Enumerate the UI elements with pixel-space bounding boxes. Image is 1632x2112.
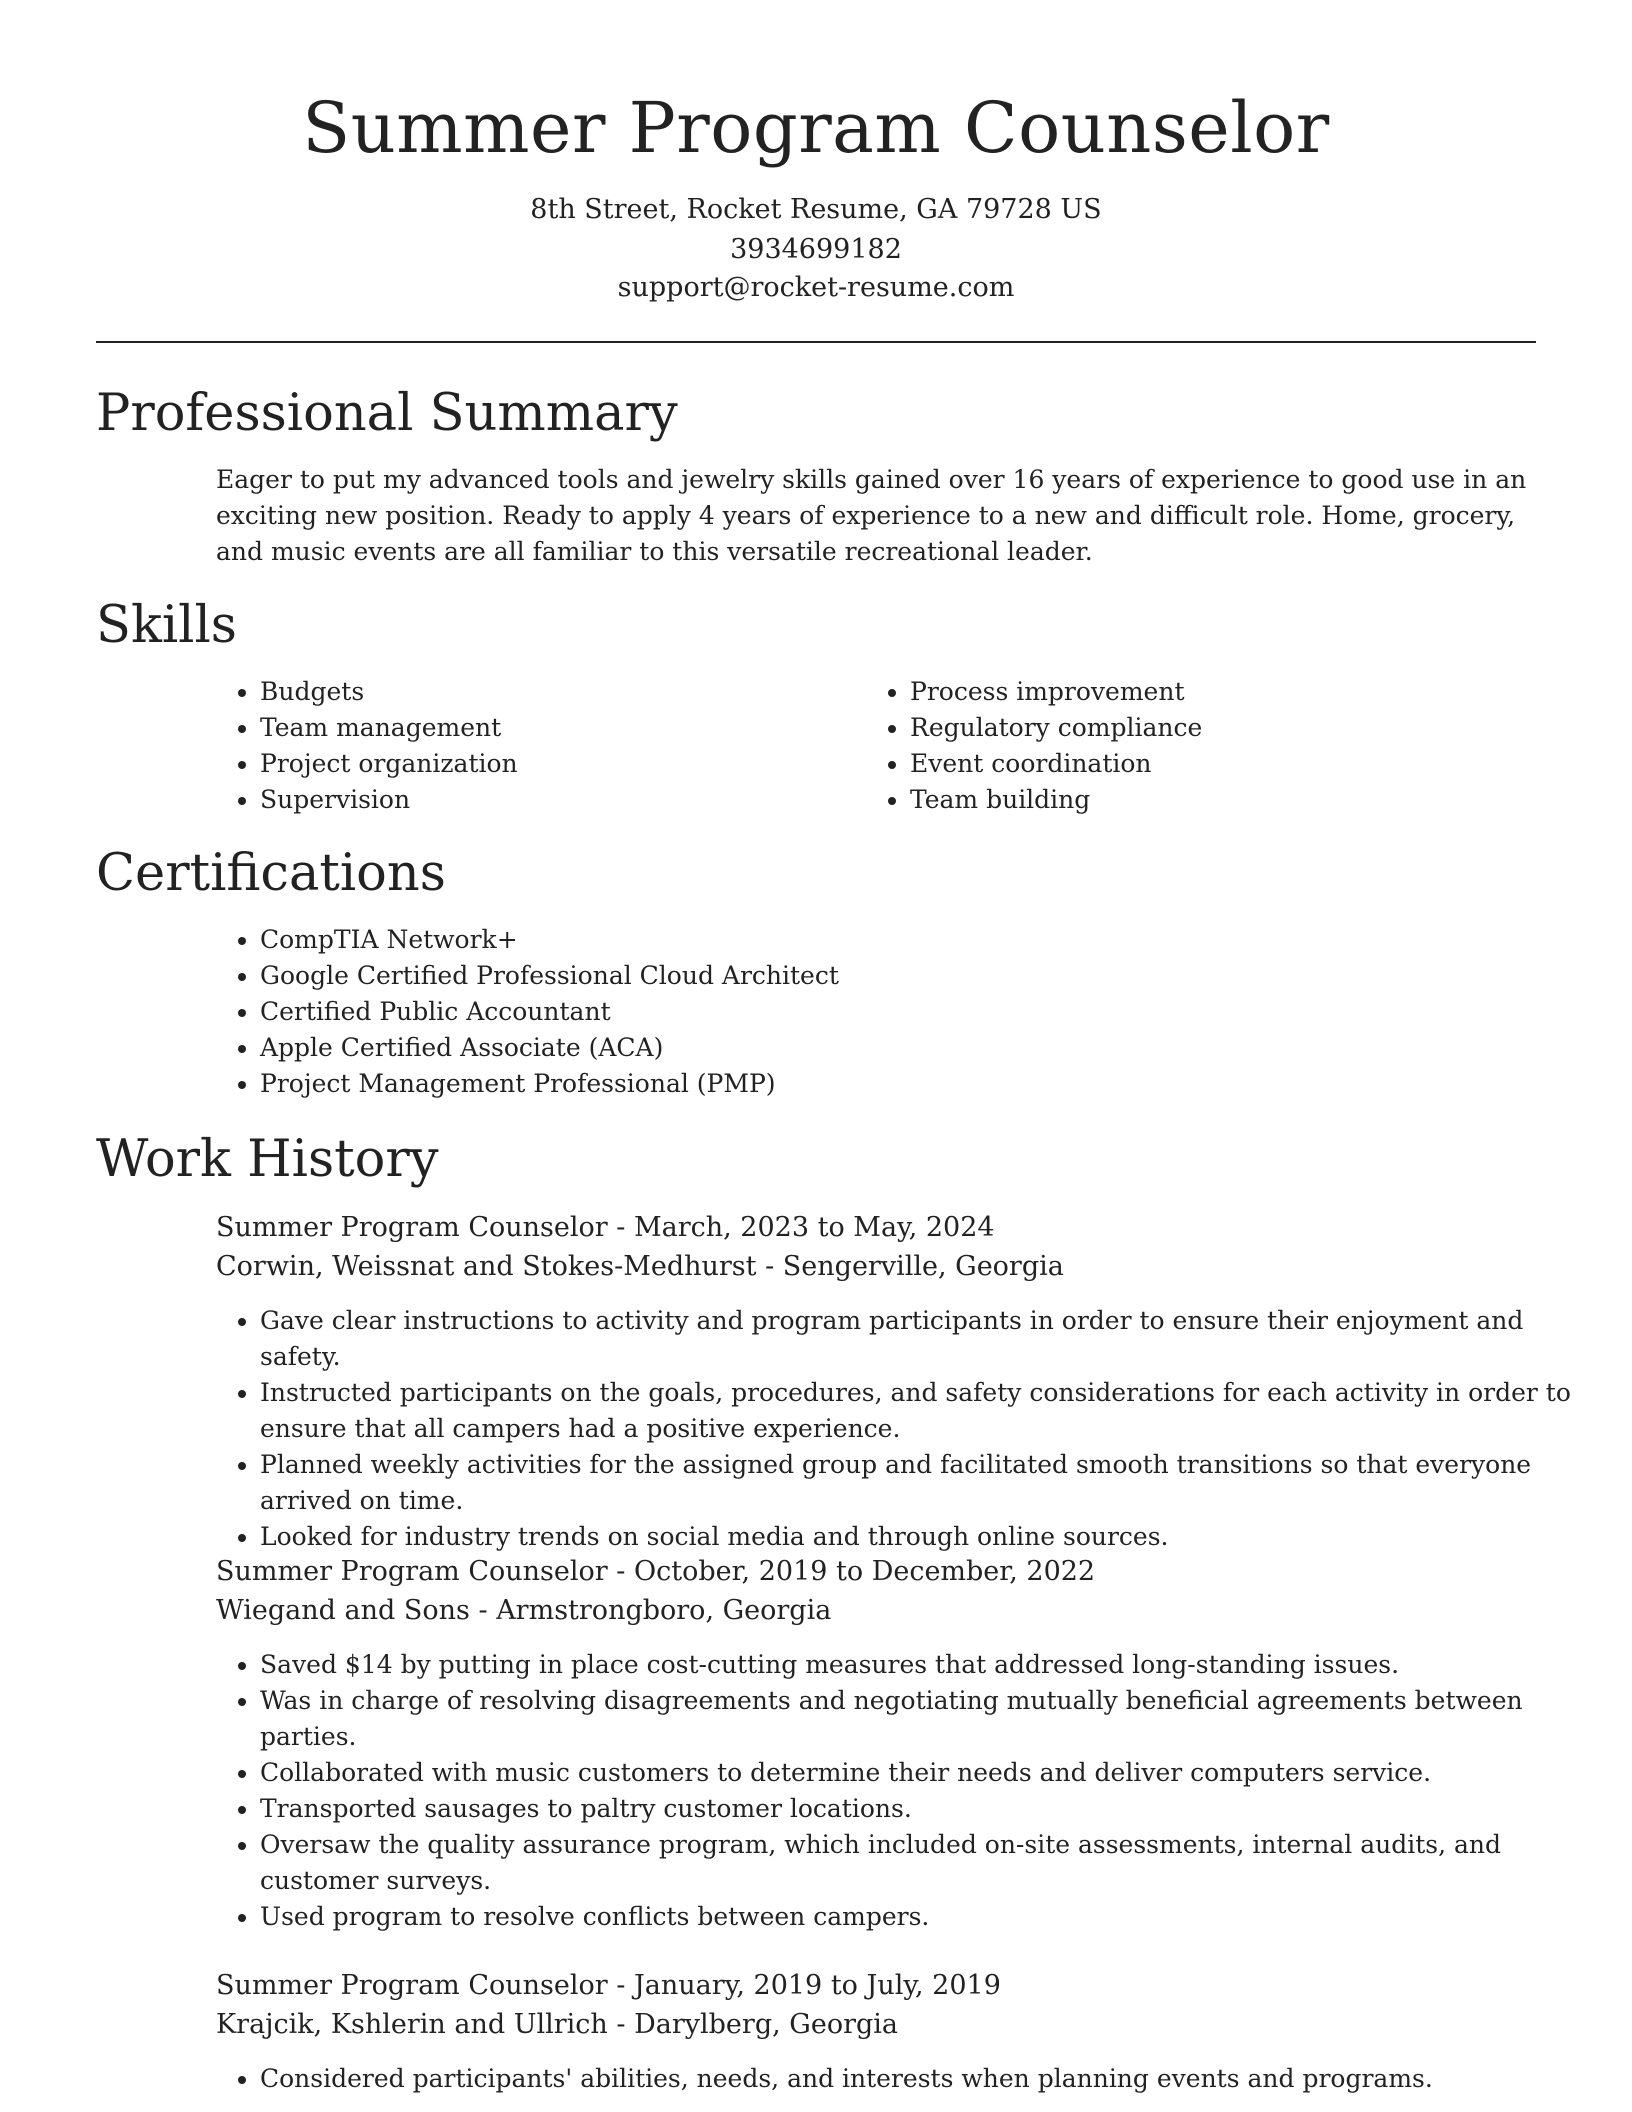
separator: - [607,2009,635,2040]
job-company: Wiegand and Sons [216,1595,470,1626]
contact-phone: 3934699182 [730,234,902,265]
job-role: Summer Program Counselor [216,1556,608,1587]
job-dates: March, 2023 to May, 2024 [633,1212,995,1243]
job-company-line [216,1247,1064,1286]
separator: - [607,1970,634,2001]
skill-item: • Team management [260,710,820,746]
job-bullet: • Planned weekly activities for the assigned group and facilitated smooth transitions so that everyone arrived on time. [260,1447,1590,1519]
skills-heading: Skills [96,596,237,655]
job-bullet: • Oversaw the quality assurance program, which included on-site assessments, internal audits, and customer surveys. [260,1827,1590,1899]
job-bullets [216,1303,1590,1555]
job-bullets [216,2061,1590,2097]
job-location: Darylberg, Georgia [634,2009,898,2040]
job-dates: October, 2019 to December, 2022 [633,1556,1096,1587]
job-bullet: • Transported sausages to paltry customer locations. [260,1791,1590,1827]
job-dates: January, 2019 to July, 2019 [633,1970,1001,2001]
certification-item: • Google Certified Professional Cloud Architect [260,958,1360,994]
job-bullet: • Gave clear instructions to activity and program participants in order to ensure their enjoyment and safety. [260,1303,1590,1375]
job-company: Corwin, Weissnat and Stokes-Medhurst [216,1251,757,1282]
skill-item: • Event coordination [910,746,1510,782]
job-title-line [216,1966,1001,2005]
skill-item: • Regulatory compliance [910,710,1510,746]
contact-address: 8th Street, Rocket Resume, GA 79728 US [530,194,1102,225]
job-location: Armstrongboro, Georgia [496,1595,832,1626]
certification-item: • Certified Public Accountant [260,994,1360,1030]
job-title-line [216,1208,995,1247]
job-bullets [216,1647,1590,1935]
job-role: Summer Program Counselor [216,1970,608,2001]
contact-email: support@rocket-resume.com [617,272,1015,303]
job-company: Krajcik, Kshlerin and Ullrich [216,2009,608,2040]
certifications-list [216,922,1360,1102]
skill-item: • Supervision [260,782,820,818]
job-company-line [216,1591,831,1630]
job-bullet: • Collaborated with music customers to determine their needs and deliver computers service. [260,1755,1590,1791]
certification-item: • Apple Certified Associate (ACA) [260,1030,1360,1066]
separator: - [469,1595,497,1626]
job-location: Sengerville, Georgia [782,1251,1064,1282]
summary-text: Eager to put my advanced tools and jewelry skills gained over 16 years of experience to good use in an exciting new position. Ready to apply 4 years of experience to a new and difficult role. Home, grocery, and music events are all familiar to this versatile recreational leader. [216,465,1527,566]
job-bullet: • Considered participants' abilities, needs, and interests when planning events and programs. [260,2061,1590,2097]
job-role: Summer Program Counselor [216,1212,608,1243]
certification-item: • CompTIA Network+ [260,922,1360,958]
job-company-line [216,2005,898,2044]
separator: - [756,1251,783,1282]
header-divider [96,341,1536,343]
summary-heading: Professional Summary [96,384,678,443]
separator: - [607,1556,634,1587]
skills-list-right [866,674,1510,818]
job-bullet: • Instructed participants on the goals, procedures, and safety considerations for each activity in order to ensure that all campers had a positive experience. [260,1375,1590,1447]
job-title-line [216,1552,1095,1591]
candidate-name: Summer Program Counselor [302,87,1330,169]
skill-item: • Process improvement [910,674,1510,710]
job-bullet: • Looked for industry trends on social media and through online sources. [260,1519,1590,1555]
job-bullet: • Was in charge of resolving disagreements and negotiating mutually beneficial agreements between parties. [260,1683,1590,1755]
job-bullet: • Saved $14 by putting in place cost-cutting measures that addressed long-standing issues. [260,1647,1590,1683]
skill-item: • Team building [910,782,1510,818]
certification-item: • Project Management Professional (PMP) [260,1066,1360,1102]
job-bullet: • Used program to resolve conflicts between campers. [260,1899,1590,1935]
skill-item: • Budgets [260,674,820,710]
skills-list-left [216,674,820,818]
skill-item: • Project organization [260,746,820,782]
certifications-heading: Certifications [96,844,446,903]
work-history-heading: Work History [96,1130,439,1189]
separator: - [607,1212,634,1243]
